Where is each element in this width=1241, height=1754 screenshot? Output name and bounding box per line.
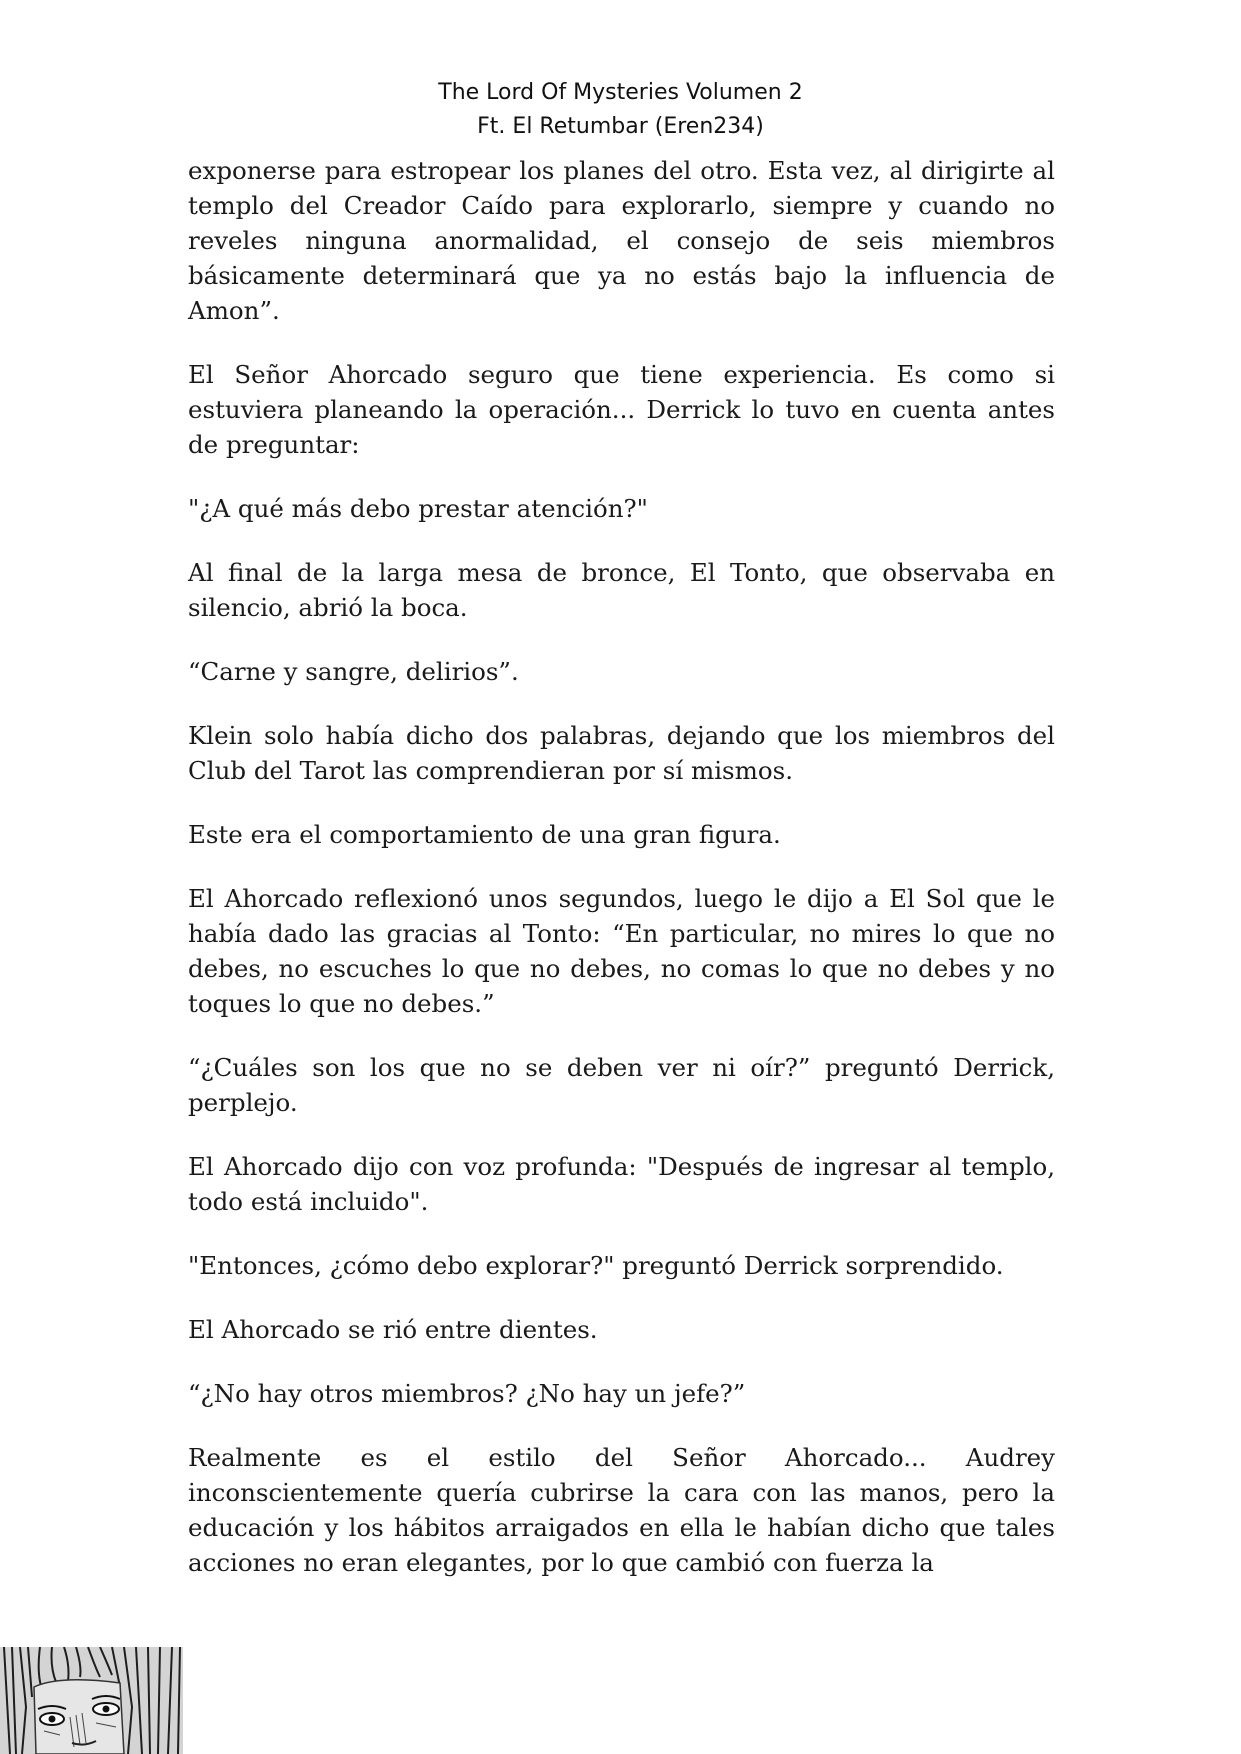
paragraph: exponerse para estropear los planes del otro. Esta vez, al dirigirte al templo del Creador Caído para explorarlo, siempre y cuando no reveles ninguna anormalidad, el consejo de seis miembros básicamente determinará que ya no estás bajo la influencia de Amon”. xyxy=(188,156,1055,325)
paragraph: El Ahorcado reflexionó unos segundos, luego le dijo a El Sol que le había dado las gracias al Tonto: “En particular, no mires lo que no debes, no escuches lo que no debes, no comas lo que no debes y no toques lo que no debes.” xyxy=(188,884,1055,1018)
document-subtitle: Ft. El Retumbar (Eren234) xyxy=(477,114,764,139)
paragraph: "¿A qué más debo prestar atención?" xyxy=(188,494,648,523)
paragraph: “Carne y sangre, delirios”. xyxy=(188,657,519,686)
paragraph: El Ahorcado dijo con voz profunda: "Después de ingresar al templo, todo está incluido". xyxy=(188,1152,1055,1216)
paragraph: El Señor Ahorcado seguro que tiene experiencia. Es como si estuviera planeando la operación... Derrick lo tuvo en cuenta antes de preguntar: xyxy=(188,360,1055,459)
paragraph: "Entonces, ¿cómo debo explorar?" preguntó Derrick sorprendido. xyxy=(188,1251,1004,1280)
manga-character-avatar-icon xyxy=(0,1647,183,1754)
page-body xyxy=(188,153,1055,1580)
paragraph: Al final de la larga mesa de bronce, El Tonto, que observaba en silencio, abrió la boca. xyxy=(188,558,1055,622)
paragraph: Realmente es el estilo del Señor Ahorcado... Audrey inconscientemente quería cubrirse la cara con las manos, pero la educación y los hábitos arraigados en ella le habían dicho que tales acciones no eran elegantes, por lo que cambió con fuerza la xyxy=(188,1443,1055,1577)
paragraph: Este era el comportamiento de una gran figura. xyxy=(188,820,781,849)
page-header xyxy=(0,76,1241,144)
paragraph: “¿No hay otros miembros? ¿No hay un jefe?” xyxy=(188,1379,746,1408)
paragraph: El Ahorcado se rió entre dientes. xyxy=(188,1315,598,1344)
paragraph: “¿Cuáles son los que no se deben ver ni oír?” preguntó Derrick, perplejo. xyxy=(188,1053,1055,1117)
document-title: The Lord Of Mysteries Volumen 2 xyxy=(438,80,803,105)
paragraph: Klein solo había dicho dos palabras, dejando que los miembros del Club del Tarot las comprendieran por sí mismos. xyxy=(188,721,1055,785)
